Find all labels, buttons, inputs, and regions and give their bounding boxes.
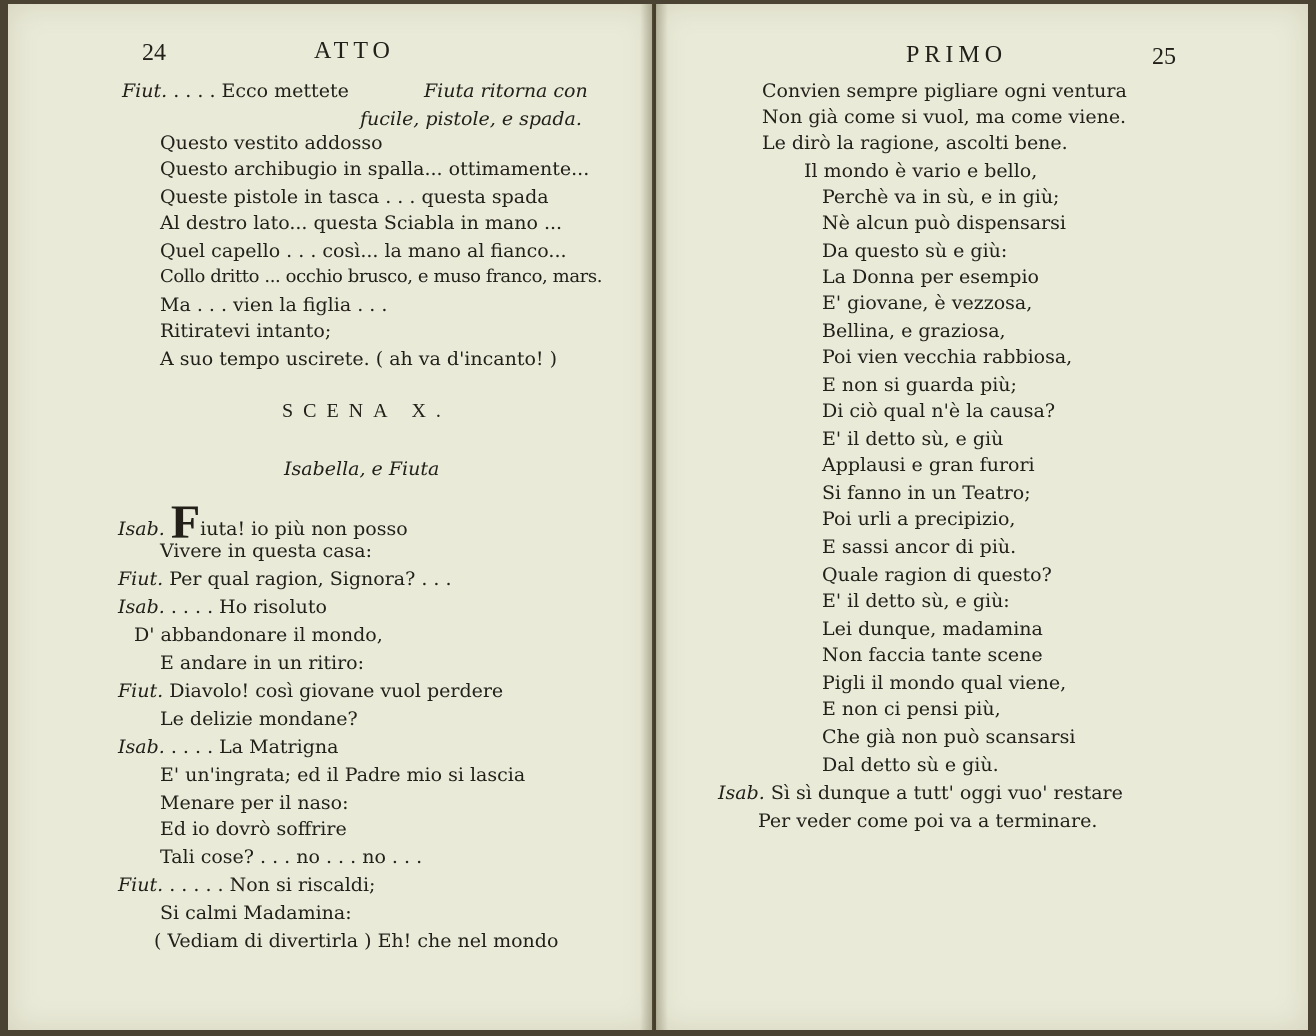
text-line: Non già come si vuol, ma come viene.	[762, 106, 1127, 128]
line-text: . . . . Ho risoluto	[170, 596, 327, 618]
running-header: PRIMO	[906, 42, 1008, 68]
left-page	[8, 4, 652, 1030]
text-line: Applausi e gran furori	[822, 454, 1035, 476]
text-line: A suo tempo uscirete. ( ah va d'incanto! )	[160, 348, 557, 370]
text-line: E' il detto sù, e giù:	[822, 590, 1010, 612]
speaker-label: Fiut.	[122, 80, 168, 102]
text-line: Il mondo è vario e bello,	[804, 160, 1038, 182]
text-line: E non ci pensi più,	[822, 698, 1001, 720]
speaker-label: Isab.	[118, 518, 165, 540]
scene-characters: Isabella, e Fiuta	[284, 458, 440, 480]
text-line: Ritiratevi intanto;	[160, 320, 332, 342]
stage-direction: Fiuta ritorna con	[424, 80, 588, 102]
scene-title: SCENA X.	[282, 400, 451, 422]
speaker-label: Isab.	[118, 596, 165, 618]
dialogue-line	[118, 678, 503, 704]
text-line: Al destro lato... questa Sciabla in mano ...	[160, 212, 563, 234]
text-line: Poi vien vecchia rabbiosa,	[822, 346, 1073, 368]
text-line: Perchè va in sù, e in giù;	[822, 186, 1060, 208]
text-line: Si fanno in un Teatro;	[822, 482, 1031, 504]
text-line: E' il detto sù, e giù	[822, 428, 1004, 450]
speaker-label: Fiut.	[118, 568, 164, 590]
text-line: E non si guarda più;	[822, 374, 1017, 396]
text-line: Dal detto sù e giù.	[822, 754, 999, 776]
text-line: La Donna per esempio	[822, 266, 1039, 288]
text-line: E' giovane, è vezzosa,	[822, 292, 1033, 314]
dialogue-line: ( Vediam di divertirla ) Eh! che nel mondo	[154, 930, 559, 952]
line-text: Sì sì dunque a tutt' oggi vuo' restare	[770, 782, 1123, 804]
dialogue-line: E andare in un ritiro:	[160, 652, 364, 674]
text-line: Ma . . . vien la figlia . . .	[160, 294, 388, 316]
text-line: Da questo sù e giù:	[822, 240, 1008, 262]
line-text: Per qual ragion, Signora? . . .	[169, 568, 452, 590]
book-gutter	[640, 4, 668, 1030]
page-number: 24	[142, 40, 166, 66]
stage-direction: fucile, pistole, e spada.	[360, 108, 582, 130]
dialogue-line	[718, 780, 1123, 806]
text-line: Queste pistole in tasca . . . questa spada	[160, 186, 549, 208]
line-text: . . . . Ecco mettete	[173, 80, 349, 102]
page-number: 25	[1152, 44, 1176, 70]
text-line: Non faccia tante scene	[822, 644, 1043, 666]
line-text: iuta! io più non posso	[200, 518, 408, 540]
dialogue-line	[118, 566, 452, 592]
text-line: Pigli il mondo qual viene,	[822, 672, 1067, 694]
dialogue-line	[118, 872, 375, 898]
dialogue-line: Le delizie mondane?	[160, 708, 358, 730]
speaker-label: Fiut.	[118, 874, 164, 896]
text-line: Lei dunque, madamina	[822, 618, 1043, 640]
dialogue-line: D' abbandonare il mondo,	[134, 624, 383, 646]
right-page	[656, 4, 1308, 1030]
text-line: Convien sempre pigliare ogni ventura	[762, 80, 1127, 102]
dialogue-line: Vivere in questa casa:	[160, 540, 373, 562]
line-text: . . . . La Matrigna	[170, 736, 339, 758]
speaker-label: Fiut.	[118, 680, 164, 702]
running-header: ATTO	[314, 38, 395, 64]
text-line: Nè alcun può dispensarsi	[822, 212, 1066, 234]
dialogue-line: Si calmi Madamina:	[160, 902, 352, 924]
text-line: Quel capello . . . così... la mano al fianco...	[160, 240, 567, 262]
line-text: Diavolo! così giovane vuol perdere	[169, 680, 504, 702]
dialogue-line: Ed io dovrò soffrire	[160, 818, 347, 840]
dialogue-line: Menare per il naso:	[160, 792, 349, 814]
text-line: Questo archibugio in spalla... ottimamente...	[160, 158, 590, 180]
text-line: Collo dritto ... occhio brusco, e muso franco, mars.	[160, 266, 603, 287]
text-line: Bellina, e graziosa,	[822, 320, 1006, 342]
dialogue-line	[118, 734, 338, 760]
text-line: Che già non può scansarsi	[822, 726, 1076, 748]
text-line	[122, 78, 349, 104]
speaker-label: Isab.	[718, 782, 765, 804]
drop-cap: F	[170, 496, 201, 549]
text-line: Per veder come poi va a terminare.	[758, 810, 1098, 832]
text-line: Le dirò la ragione, ascolti bene.	[762, 132, 1068, 154]
text-line: Questo vestito addosso	[160, 132, 383, 154]
text-line: Quale ragion di questo?	[822, 564, 1052, 586]
dialogue-line	[118, 496, 408, 549]
dialogue-line: Tali cose? . . . no . . . no . . .	[160, 846, 423, 868]
line-text: . . . . . Non si riscaldi;	[169, 874, 376, 896]
text-line: Di ciò qual n'è la causa?	[822, 400, 1056, 422]
dialogue-line: E' un'ingrata; ed il Padre mio si lascia	[160, 764, 526, 786]
text-line: Poi urli a precipizio,	[822, 508, 1016, 530]
dialogue-line	[118, 594, 327, 620]
speaker-label: Isab.	[118, 736, 165, 758]
text-line: E sassi ancor di più.	[822, 536, 1017, 558]
